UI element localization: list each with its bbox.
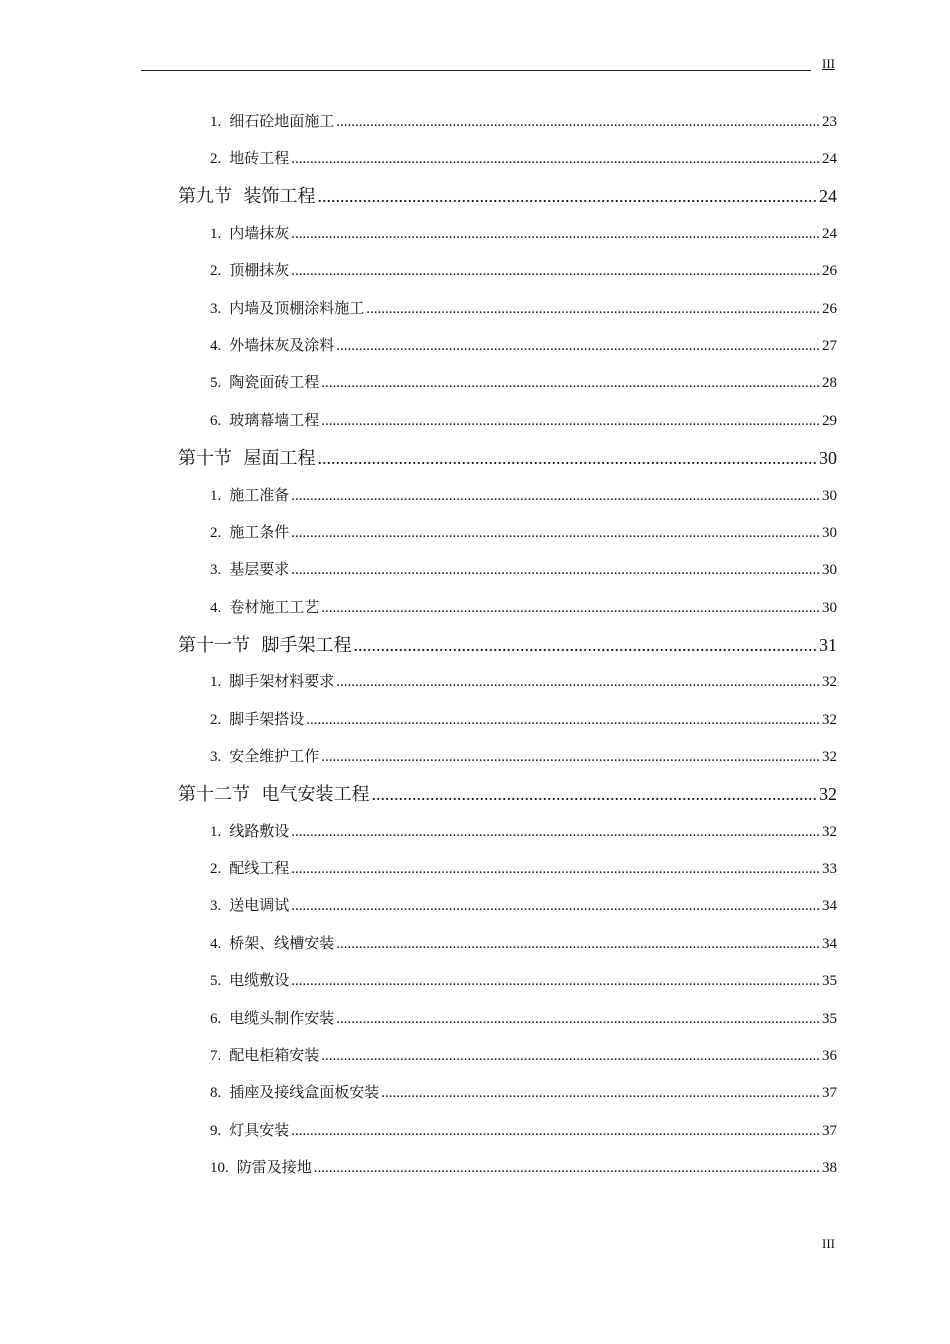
toc-subsection-entry[interactable]	[210, 932, 837, 953]
toc-entry-page-number: 38	[822, 1160, 837, 1176]
toc-subsection-entry[interactable]	[210, 1119, 837, 1140]
toc-entry-page-number: 33	[822, 861, 837, 877]
toc-entry-label: 第十一节 脚手架工程	[178, 635, 352, 656]
toc-dot-leader	[321, 1048, 820, 1065]
toc-dot-leader	[371, 784, 817, 805]
toc-entry-number: 4.	[210, 936, 222, 952]
toc-entry-page-number: 30	[822, 562, 837, 578]
toc-entry-page-number: 24	[819, 186, 837, 206]
toc-entry-page-number: 32	[822, 824, 837, 840]
toc-entry-number: 3.	[210, 749, 222, 765]
toc-entry-label: 第十二节 电气安装工程	[178, 784, 370, 805]
toc-subsection-entry[interactable]	[210, 1156, 837, 1177]
toc-entry-number: 9.	[210, 1123, 222, 1139]
toc-dot-leader	[291, 973, 820, 990]
toc-entry-label: 基层要求	[229, 560, 290, 578]
toc-subsection-entry[interactable]	[210, 820, 837, 841]
toc-entry-number: 7.	[210, 1048, 222, 1064]
toc-subsection-entry[interactable]	[210, 745, 837, 766]
toc-subsection-entry[interactable]	[210, 521, 837, 542]
toc-subsection-entry[interactable]	[210, 371, 837, 392]
toc-entry-number: 10.	[210, 1160, 229, 1176]
toc-entry-number: 1.	[210, 824, 222, 840]
toc-subsection-entry[interactable]	[210, 297, 837, 318]
toc-entry-number: 3.	[210, 301, 222, 317]
toc-dot-leader	[306, 712, 820, 729]
toc-entry-label: 安全维护工作	[229, 747, 320, 765]
toc-entry-page-number: 31	[819, 635, 837, 655]
toc-dot-leader	[381, 1085, 820, 1102]
toc-subsection-entry[interactable]	[210, 259, 837, 280]
toc-entry-label: 施工条件	[229, 523, 290, 541]
toc-entry-label: 插座及接线盒面板安装	[229, 1083, 380, 1101]
toc-entry-label: 细石砼地面施工	[229, 112, 335, 130]
toc-entry-label: 防雷及接地	[236, 1158, 312, 1176]
toc-entry-page-number: 30	[822, 488, 837, 504]
toc-entry-number: 1.	[210, 674, 222, 690]
toc-entry-page-number: 35	[822, 1011, 837, 1027]
toc-dot-leader	[317, 448, 817, 469]
toc-entry-page-number: 26	[822, 301, 837, 317]
toc-entry-page-number: 32	[822, 749, 837, 765]
toc-entry-number: 5.	[210, 375, 222, 391]
toc-dot-leader	[291, 1123, 820, 1140]
toc-entry-number: 3.	[210, 562, 222, 578]
toc-entry-page-number: 32	[822, 712, 837, 728]
toc-entry-label: 电缆头制作安装	[229, 1009, 335, 1027]
toc-entry-number: 2.	[210, 861, 222, 877]
toc-subsection-entry[interactable]	[210, 708, 837, 729]
toc-entry-number: 2.	[210, 151, 222, 167]
toc-section-entry[interactable]	[178, 631, 837, 657]
toc-entry-number: 4.	[210, 338, 222, 354]
toc-dot-leader	[314, 1160, 820, 1177]
toc-entry-page-number: 28	[822, 375, 837, 391]
toc-entry-label: 卷材施工工艺	[229, 598, 320, 616]
toc-entry-number: 4.	[210, 600, 222, 616]
toc-section-entry[interactable]	[178, 780, 837, 806]
toc-entry-label: 地砖工程	[229, 149, 290, 167]
toc-entry-page-number: 36	[822, 1048, 837, 1064]
toc-section-entry[interactable]	[178, 182, 837, 208]
toc-dot-leader	[291, 488, 820, 505]
toc-entry-page-number: 23	[822, 114, 837, 130]
toc-entry-number: 1.	[210, 114, 222, 130]
toc-entry-number: 3.	[210, 898, 222, 914]
toc-subsection-entry[interactable]	[210, 334, 837, 355]
toc-subsection-entry[interactable]	[210, 484, 837, 505]
toc-entry-number: 2.	[210, 525, 222, 541]
toc-entry-number: 1.	[210, 488, 222, 504]
toc-entry-page-number: 32	[822, 674, 837, 690]
toc-dot-leader	[291, 263, 820, 280]
toc-subsection-entry[interactable]	[210, 596, 837, 617]
toc-dot-leader	[291, 525, 820, 542]
toc-entry-number: 6.	[210, 1011, 222, 1027]
header-rule	[141, 70, 811, 71]
toc-entry-page-number: 32	[819, 784, 837, 804]
toc-entry-page-number: 24	[822, 226, 837, 242]
toc-dot-leader	[366, 301, 820, 318]
toc-dot-leader	[353, 635, 817, 656]
toc-entry-label: 配电柜箱安装	[229, 1046, 320, 1064]
toc-entry-label: 配线工程	[229, 859, 290, 877]
toc-subsection-entry[interactable]	[210, 558, 837, 579]
toc-dot-leader	[321, 413, 820, 430]
toc-subsection-entry[interactable]	[210, 1007, 837, 1028]
toc-dot-leader	[291, 562, 820, 579]
toc-dot-leader	[336, 114, 820, 131]
toc-entry-page-number: 30	[822, 525, 837, 541]
toc-entry-page-number: 29	[822, 413, 837, 429]
toc-entry-label: 内墙抹灰	[229, 224, 290, 242]
toc-subsection-entry[interactable]	[210, 969, 837, 990]
toc-dot-leader	[336, 1011, 820, 1028]
toc-entry-number: 5.	[210, 973, 222, 989]
toc-entry-page-number: 35	[822, 973, 837, 989]
footer-page-number: III	[822, 1236, 835, 1251]
header-page-number: III	[822, 56, 835, 71]
toc-dot-leader	[336, 674, 820, 691]
toc-dot-leader	[336, 936, 820, 953]
toc-subsection-entry[interactable]	[210, 409, 837, 430]
toc-entry-label: 送电调试	[229, 896, 290, 914]
toc-dot-leader	[317, 186, 817, 207]
toc-dot-leader	[321, 600, 820, 617]
toc-entry-label: 脚手架材料要求	[229, 672, 335, 690]
toc-entry-number: 2.	[210, 712, 222, 728]
toc-entry-page-number: 34	[822, 898, 837, 914]
toc-entry-number: 8.	[210, 1085, 222, 1101]
toc-dot-leader	[321, 375, 820, 392]
toc-entry-page-number: 27	[822, 338, 837, 354]
toc-entry-page-number: 30	[822, 600, 837, 616]
toc-entry-label: 顶棚抹灰	[229, 261, 290, 279]
toc-dot-leader	[291, 226, 820, 243]
toc-subsection-entry[interactable]	[210, 1081, 837, 1102]
toc-subsection-entry[interactable]	[210, 894, 837, 915]
toc-dot-leader	[291, 861, 820, 878]
toc-entry-label: 脚手架搭设	[229, 710, 305, 728]
toc-entry-label: 电缆敷设	[229, 971, 290, 989]
toc-entry-page-number: 37	[822, 1123, 837, 1139]
toc-entry-label: 线路敷设	[229, 822, 290, 840]
toc-entry-label: 施工准备	[229, 486, 290, 504]
toc-dot-leader	[321, 749, 820, 766]
toc-entry-label: 第九节 装饰工程	[178, 186, 316, 207]
toc-entry-page-number: 30	[819, 448, 837, 468]
toc-entry-label: 内墙及顶棚涂料施工	[229, 299, 365, 317]
toc-dot-leader	[291, 824, 820, 841]
toc-entry-label: 桥架、线槽安装	[229, 934, 335, 952]
toc-entry-label: 第十节 屋面工程	[178, 448, 316, 469]
toc-entry-label: 玻璃幕墙工程	[229, 411, 320, 429]
toc-entry-page-number: 34	[822, 936, 837, 952]
toc-entry-page-number: 24	[822, 151, 837, 167]
toc-dot-leader	[291, 898, 820, 915]
toc-entry-number: 1.	[210, 226, 222, 242]
toc-entry-label: 灯具安装	[229, 1121, 290, 1139]
toc-dot-leader	[291, 151, 820, 168]
toc-section-entry[interactable]	[178, 444, 837, 470]
toc-subsection-entry[interactable]	[210, 110, 837, 131]
toc-entry-page-number: 26	[822, 263, 837, 279]
toc-subsection-entry[interactable]	[210, 857, 837, 878]
toc-entry-label: 陶瓷面砖工程	[229, 373, 320, 391]
toc-subsection-entry[interactable]	[210, 222, 837, 243]
toc-entry-page-number: 37	[822, 1085, 837, 1101]
toc-entry-number: 6.	[210, 413, 222, 429]
toc-subsection-entry[interactable]	[210, 1044, 837, 1065]
toc-dot-leader	[336, 338, 820, 355]
toc-entry-number: 2.	[210, 263, 222, 279]
toc-subsection-entry[interactable]	[210, 147, 837, 168]
toc-subsection-entry[interactable]	[210, 670, 837, 691]
toc-entry-label: 外墙抹灰及涂料	[229, 336, 335, 354]
